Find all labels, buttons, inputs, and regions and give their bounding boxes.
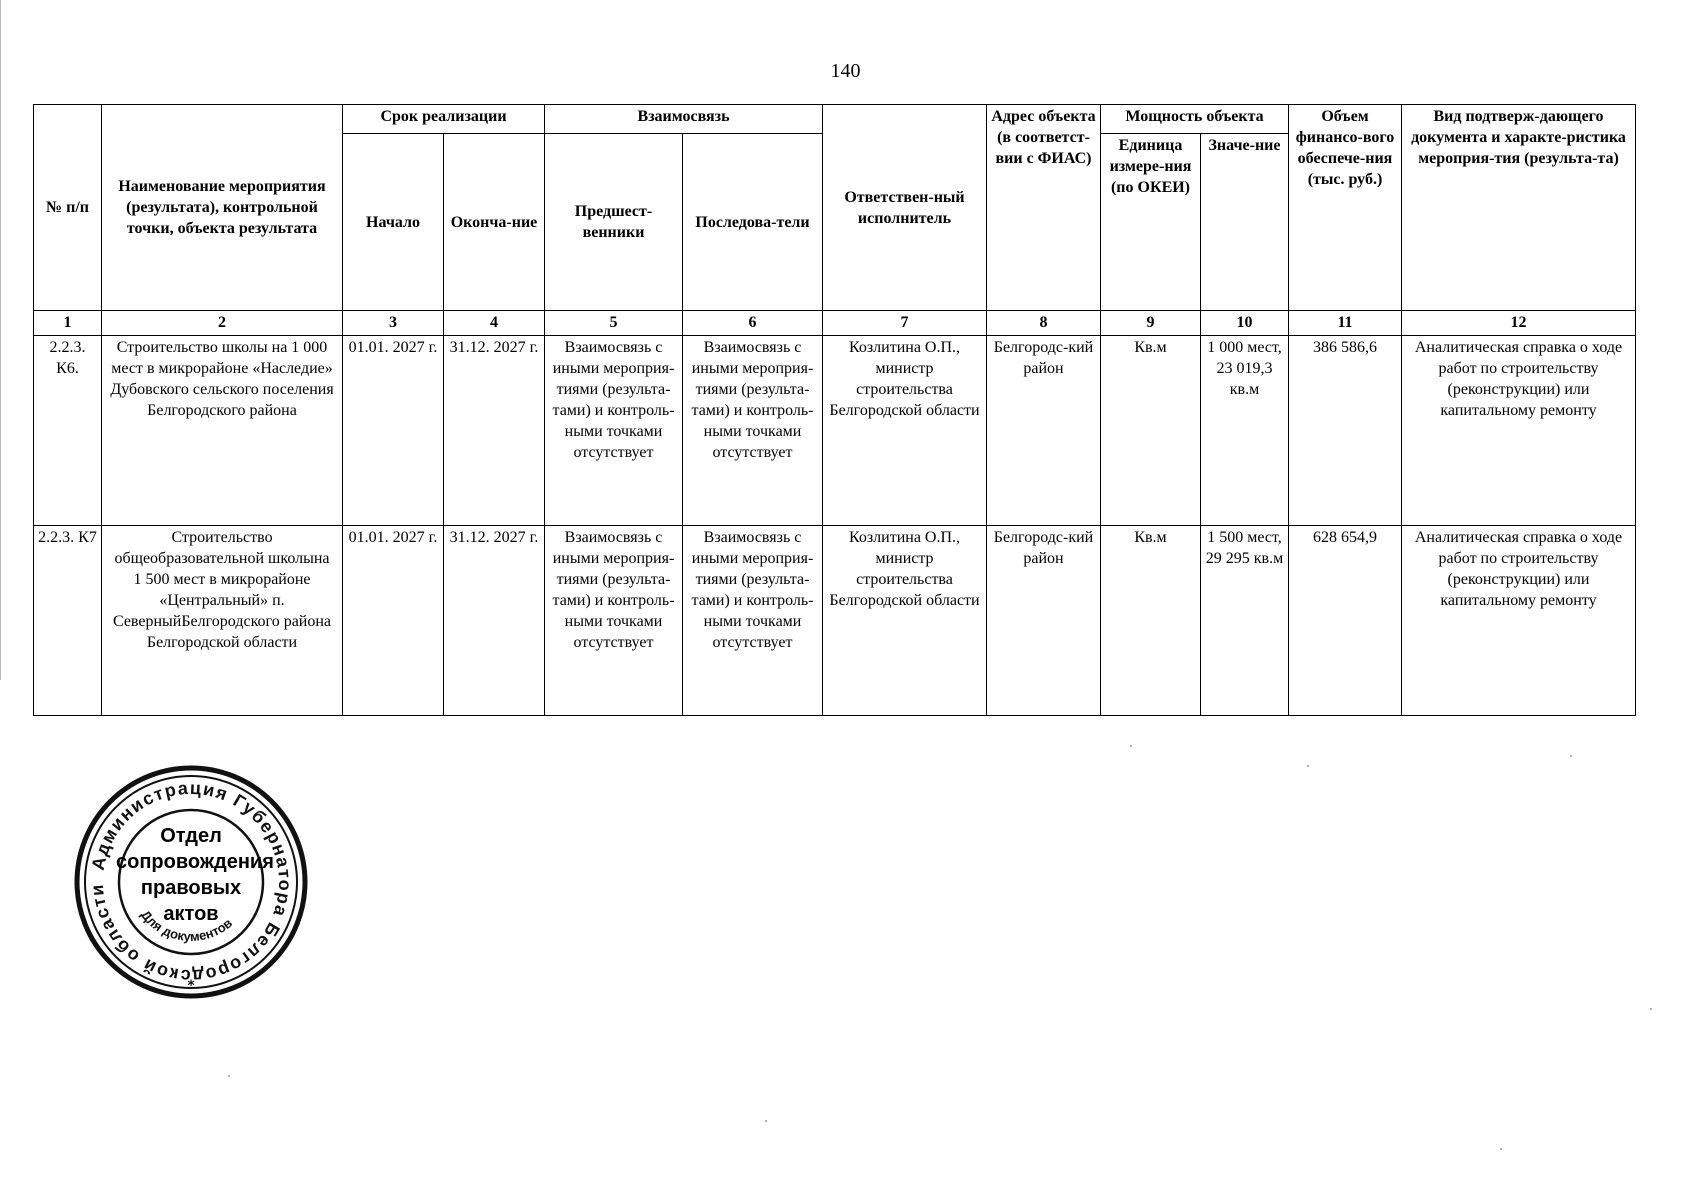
cell-responsible: Козлитина О.П., министр строительства Белгородской области	[823, 526, 987, 716]
scan-speck	[228, 1075, 230, 1077]
header-row-group	[34, 105, 1636, 134]
scan-speck	[1500, 1148, 1502, 1150]
cell-value: 1 500 мест, 29 295 кв.м	[1201, 526, 1289, 716]
stamp-star: *	[187, 978, 195, 994]
header-address: Адрес объекта (в соответст-вии с ФИАС)	[987, 105, 1101, 311]
header-period: Срок реализации	[343, 105, 545, 134]
header-value: Значе-ние	[1201, 134, 1289, 311]
cell-address: Белгородс-кий район	[987, 526, 1101, 716]
stamp-center-text: Отдел сопровождения правовых актов	[116, 825, 274, 925]
official-stamp	[72, 763, 310, 1001]
column-number: 2	[102, 311, 343, 336]
cell-name: Строительство школы на 1 000 мест в микрорайоне «Наследие» Дубовского сельского поселения Белгородского района	[102, 336, 343, 526]
column-number: 12	[1402, 311, 1636, 336]
header-end: Оконча-ние	[444, 134, 545, 311]
table-row	[34, 526, 1636, 716]
header-doc: Вид подтверж-дающего документа и характе-ристика мероприя-тия (результа-та)	[1402, 105, 1636, 311]
cell-finance: 386 586,6	[1289, 336, 1402, 526]
scan-speck	[1650, 1008, 1652, 1010]
column-number: 3	[343, 311, 444, 336]
column-number: 4	[444, 311, 545, 336]
cell-doc: Аналитическая справка о ходе работ по строительству (реконструкции) или капитальному ремонту	[1402, 526, 1636, 716]
scan-speck	[1130, 745, 1132, 747]
cell-end: 31.12. 2027 г.	[444, 336, 545, 526]
stamp-bottom-text: Для документов	[137, 907, 236, 945]
cell-num: 2.2.3. К6.	[34, 336, 102, 526]
column-number: 5	[545, 311, 683, 336]
column-number-row	[34, 311, 1636, 336]
cell-name: Строительство общеобразовательной школына 1 500 мест в микрорайоне «Центральный» п. СеверныйБелгородского района Белгородской области	[102, 526, 343, 716]
cell-finance: 628 654,9	[1289, 526, 1402, 716]
plan-table	[33, 104, 1636, 716]
stamp-ring-text: Администрация Губернатора Белгородской области	[86, 777, 296, 987]
scan-edge-line	[0, 0, 1, 680]
header-name: Наименование мероприятия (результата), контрольной точки, объекта результата	[102, 105, 343, 311]
header-link: Взаимосвязь	[545, 105, 823, 134]
cell-start: 01.01. 2027 г.	[343, 526, 444, 716]
column-number: 7	[823, 311, 987, 336]
cell-responsible: Козлитина О.П., министр строительства Белгородской области	[823, 336, 987, 526]
cell-followers: Взаимосвязь с иными мероприя-тиями (результа-тами) и контроль-ными точками отсутствует	[683, 336, 823, 526]
scan-speck	[1307, 765, 1309, 767]
column-number: 11	[1289, 311, 1402, 336]
header-responsible: Ответствен-ный исполнитель	[823, 105, 987, 311]
cell-end: 31.12. 2027 г.	[444, 526, 545, 716]
table-row	[34, 336, 1636, 526]
header-followers: Последова-тели	[683, 134, 823, 311]
cell-start: 01.01. 2027 г.	[343, 336, 444, 526]
header-capacity: Мощность объекта	[1101, 105, 1289, 134]
cell-doc: Аналитическая справка о ходе работ по строительству (реконструкции) или капитальному ремонту	[1402, 336, 1636, 526]
cell-unit: Кв.м	[1101, 336, 1201, 526]
column-number: 8	[987, 311, 1101, 336]
cell-predecessors: Взаимосвязь с иными мероприя-тиями (результа-тами) и контроль-ными точками отсутствует	[545, 336, 683, 526]
header-unit: Единица измере-ния (по ОКЕИ)	[1101, 134, 1201, 311]
cell-value: 1 000 мест, 23 019,3 кв.м	[1201, 336, 1289, 526]
page-number: 140	[830, 60, 861, 82]
cell-predecessors: Взаимосвязь с иными мероприя-тиями (результа-тами) и контроль-ными точками отсутствует	[545, 526, 683, 716]
header-finance: Объем финансо-вого обеспече-ния (тыс. руб.)	[1289, 105, 1402, 311]
scan-speck	[765, 1120, 767, 1122]
cell-address: Белгородс-кий район	[987, 336, 1101, 526]
header-start: Начало	[343, 134, 444, 311]
column-number: 1	[34, 311, 102, 336]
header-num: № п/п	[34, 105, 102, 311]
cell-num: 2.2.3. К7	[34, 526, 102, 716]
cell-unit: Кв.м	[1101, 526, 1201, 716]
header-predecessors: Предшест-венники	[545, 134, 683, 311]
scan-speck	[1570, 755, 1572, 757]
cell-followers: Взаимосвязь с иными мероприя-тиями (результа-тами) и контроль-ными точками отсутствует	[683, 526, 823, 716]
column-number: 9	[1101, 311, 1201, 336]
column-number: 10	[1201, 311, 1289, 336]
column-number: 6	[683, 311, 823, 336]
